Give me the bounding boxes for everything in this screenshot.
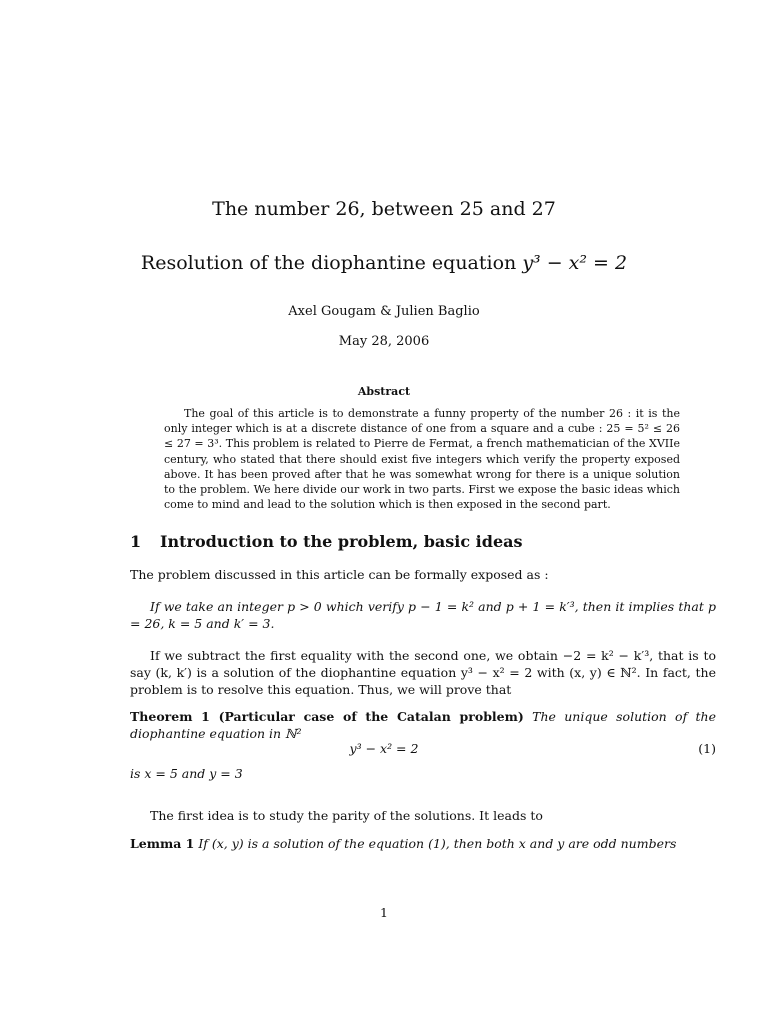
paper-subtitle: [0, 252, 768, 274]
theorem-label: Theorem 1 (Particular case of the Catalan problem): [130, 709, 524, 724]
paragraph-1: The problem discussed in this article can be formally exposed as :: [130, 567, 549, 582]
abstract-heading: Abstract: [357, 385, 411, 398]
paper-title: The number 26, between 25 and 27: [212, 198, 556, 220]
paragraph-4-text: The first idea is to study the parity of the solutions. It leads to: [150, 808, 543, 823]
equation-1: y³ − x² = 2: [349, 741, 419, 756]
lemma-label: Lemma 1: [130, 836, 195, 851]
paragraph-2-text: If we take an integer p > 0 which verify p − 1 = k² and p + 1 = k′³, then it implies that p = 26, k = 5 and k′ = 3.: [130, 599, 716, 631]
abstract-text: The goal of this article is to demonstrate a funny property of the number 26 : it is the only integer which is at a discrete distance of one from a square and a cube : 25 = 5² ≤ 26 ≤ 27 = 3³. This problem is related to Pierre de Fermat, a french mathematician of the XVIIe century, who stated that there should exist five integers which verify the property exposed above. It has been proved after that he was somewhat wrong for there is a unique solution to the problem. We here divide our work in two parts. First we expose the basic ideas which come to mind and lead to the solution which is then exposed in the second part.: [164, 407, 680, 512]
lemma-text: If (x, y) is a solution of the equation (1), then both x and y are odd numbers: [198, 836, 677, 851]
equation-number: (1): [698, 741, 716, 756]
theorem-text: The unique solution of the diophantine equation in ℕ²: [130, 709, 716, 741]
subtitle-text: Resolution of the diophantine equation: [140, 252, 517, 274]
theorem-1: [130, 708, 716, 742]
paragraph-3: [130, 647, 716, 698]
section-title: Introduction to the problem, basic ideas: [160, 532, 523, 551]
subtitle-equation: y³ − x² = 2: [522, 252, 628, 274]
date: May 28, 2006: [338, 334, 430, 349]
paragraph-2: [130, 598, 716, 632]
authors: Axel Gougam & Julien Baglio: [288, 304, 480, 319]
page-number: 1: [380, 905, 388, 920]
paragraph-4: [130, 807, 716, 824]
theorem-conclusion: is x = 5 and y = 3: [130, 766, 243, 781]
lemma-1: [130, 835, 716, 852]
paragraph-3-text: If we subtract the first equality with the second one, we obtain −2 = k² − k′³, that is to say (k, k′) is a solution of the diophantine equation y³ − x² = 2 with (x, y) ∈ ℕ². In fact, the problem is to resolve this equation. Thus, we will prove that: [130, 648, 716, 697]
abstract-body: [164, 406, 680, 512]
section-heading: [130, 532, 523, 551]
section-number: 1: [130, 532, 142, 551]
